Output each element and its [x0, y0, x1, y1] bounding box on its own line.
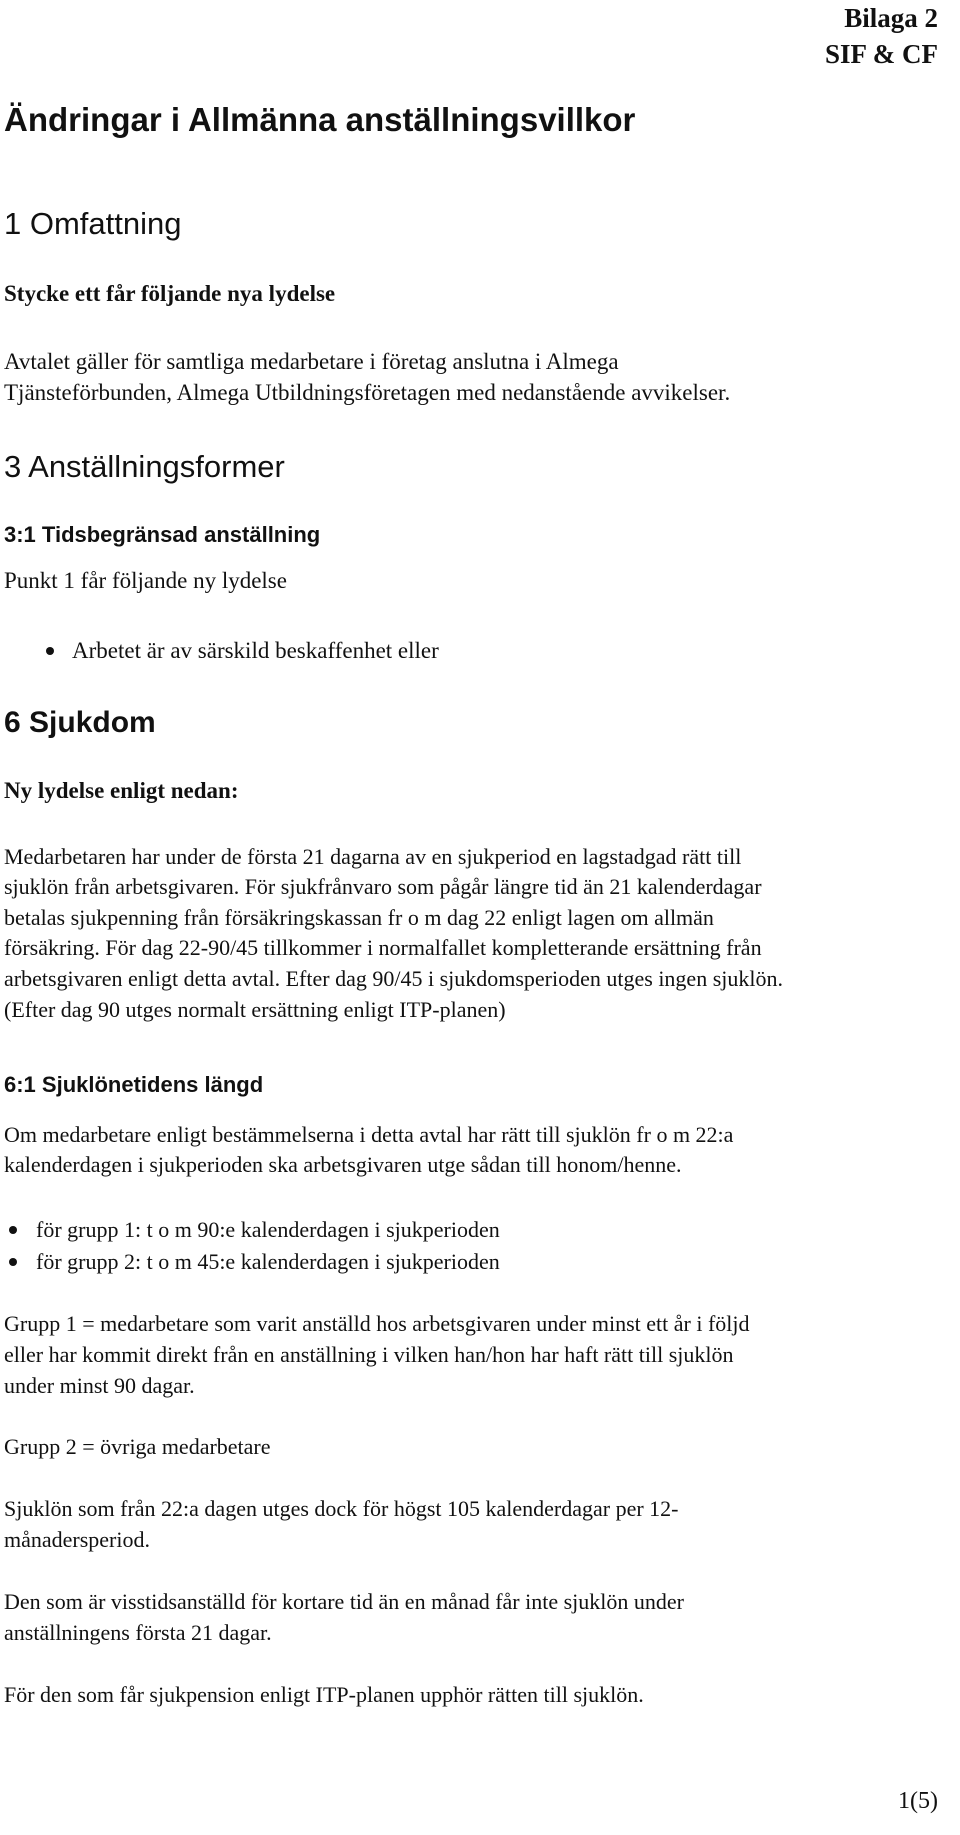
section-6-paragraph-line: Medarbetaren har under de första 21 dagarna av en sjukperiod en lagstadgad rätt till	[4, 844, 742, 869]
bullet-dot	[9, 1258, 17, 1266]
section-6-1-heading: 6:1 Sjuklönetidens längd	[4, 1072, 264, 1097]
section-6-paragraph-line: arbetsgivaren enligt detta avtal. Efter dag 90/45 i sjukdomsperioden utges ingen sjuklön.	[4, 966, 783, 991]
section-3-1-heading: 3:1 Tidsbegränsad anställning	[4, 522, 321, 547]
bullet-dot	[9, 1226, 17, 1234]
grupp-1-definition-line: eller har kommit direkt från en anställning i vilken han/hon har haft rätt till sjuklön	[4, 1342, 734, 1367]
section-3-bullet: Arbetet är av särskild beskaffenhet eller	[72, 638, 439, 663]
section-6-paragraph-line: försäkring. För dag 22-90/45 tillkommer i normalfallet kompletterande ersättning från	[4, 935, 762, 960]
grupp-1-definition-line: Grupp 1 = medarbetare som varit anställd hos arbetsgivaren under minst ett år i följd	[4, 1311, 750, 1336]
visstid-rule-line: anställningens första 21 dagar.	[4, 1620, 272, 1645]
group-1-bullet: för grupp 1: t o m 90:e kalenderdagen i sjukperioden	[36, 1217, 500, 1242]
section-6-heading: 6 Sjukdom	[4, 706, 156, 739]
bullet-dot	[46, 647, 54, 655]
section-6-1-paragraph-line: kalenderdagen i sjukperioden ska arbetsgivaren utge sådan till honom/henne.	[4, 1152, 682, 1177]
grupp-2-definition: Grupp 2 = övriga medarbetare	[4, 1434, 271, 1459]
grupp-1-definition-line: under minst 90 dagar.	[4, 1373, 195, 1398]
header-attachment: Bilaga 2	[844, 3, 938, 33]
section-3-heading: 3 Anställningsformer	[4, 449, 285, 484]
header-parties: SIF & CF	[825, 39, 938, 69]
section-1-paragraph-line: Tjänsteförbunden, Almega Utbildningsföretagen med nedanstående avvikelser.	[4, 380, 731, 405]
group-2-bullet: för grupp 2: t o m 45:e kalenderdagen i sjukperioden	[36, 1249, 500, 1274]
section-6-paragraph-line: (Efter dag 90 utges normalt ersättning enligt ITP-planen)	[4, 997, 506, 1022]
page-number: 1(5)	[898, 1788, 938, 1814]
sjuklon-limit-line: Sjuklön som från 22:a dagen utges dock för högst 105 kalenderdagar per 12-	[4, 1496, 679, 1521]
section-1-subheading: Stycke ett får följande nya lydelse	[4, 281, 336, 306]
section-1-heading: 1 Omfattning	[4, 206, 182, 241]
visstid-rule-line: Den som är visstidsanställd för kortare tid än en månad får inte sjuklön under	[4, 1589, 684, 1614]
sjuklon-limit-line: månadersperiod.	[4, 1527, 150, 1552]
sjukpension-rule: För den som får sjukpension enligt ITP-planen upphör rätten till sjuklön.	[4, 1682, 644, 1707]
section-6-paragraph-line: betalas sjukpenning från försäkringskassan fr o m dag 22 enligt lagen om allmän	[4, 905, 714, 930]
document-title: Ändringar i Allmänna anställningsvillkor	[4, 101, 636, 138]
section-6-paragraph-line: sjuklön från arbetsgivaren. För sjukfrånvaro som pågår längre tid än 21 kalenderdagar	[4, 874, 762, 899]
section-1-paragraph-line: Avtalet gäller för samtliga medarbetare i företag anslutna i Almega	[4, 349, 619, 374]
section-6-1-paragraph-line: Om medarbetare enligt bestämmelserna i detta avtal har rätt till sjuklön fr o m 22:a	[4, 1122, 734, 1147]
section-3-intro: Punkt 1 får följande ny lydelse	[4, 568, 287, 593]
document-header	[825, 0, 938, 72]
section-6-subheading: Ny lydelse enligt nedan:	[4, 778, 239, 803]
